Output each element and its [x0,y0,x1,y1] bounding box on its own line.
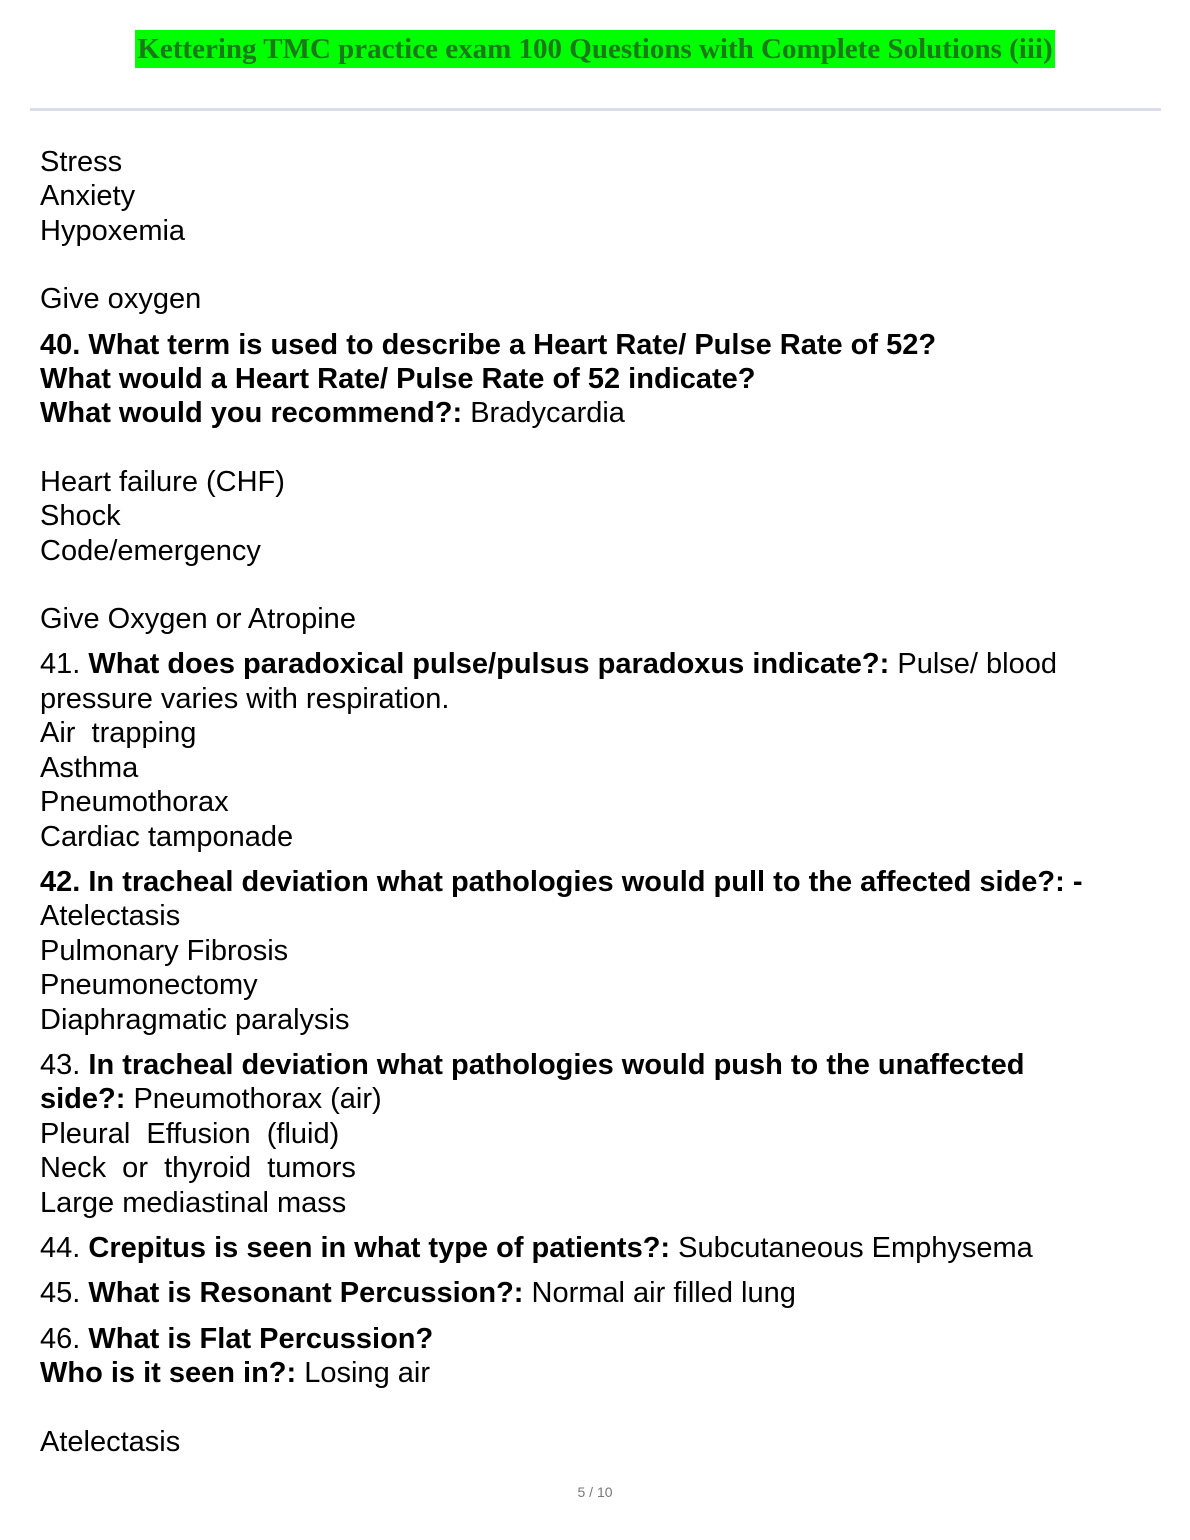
question-number: 41. [40,648,81,681]
list-item: Neck or thyroid tumors [40,1152,356,1185]
recommendation-text: Give oxygen [40,283,202,316]
question-number: 44. [40,1231,81,1264]
answer-text: Bradycardia [470,397,625,430]
answer-text: Subcutaneous Emphysema [678,1231,1033,1264]
list-item: Pleural Effusion (fluid) [40,1117,340,1150]
question-text: side?: [40,1083,126,1116]
header-divider [30,108,1161,111]
list-item: Shock [40,500,121,533]
list-item: Large mediastinal mass [40,1186,347,1219]
question-text: Who is it seen in?: [40,1357,297,1390]
question-text: In tracheal deviation what pathologies would push to the unaffected [88,1048,1025,1081]
document-header [0,30,1190,68]
list-item: Atelectasis [40,900,181,933]
list-item: Pulmonary Fibrosis [40,934,289,967]
answer-text: Normal air filled lung [531,1277,796,1310]
question-number: 43. [40,1048,81,1081]
question-text: What is Resonant Percussion?: [88,1277,524,1310]
list-item: Asthma [40,751,139,784]
list-item: Anxiety [40,180,136,213]
list-item: Code/emergency [40,534,261,567]
document-title: Kettering TMC practice exam 100 Questions with Complete Solutions (iii) [135,30,1054,68]
question-43 [40,1048,1160,1220]
list-item: Air trapping [40,717,197,750]
question-40 [40,328,1160,637]
question-text: Crepitus is seen in what type of patients?: [88,1231,671,1264]
answer-text: Pneumothorax (air) [133,1083,382,1116]
page-indicator: 5 / 10 [577,1484,613,1500]
question-text: 40. What term is used to describe a Heart Rate/ Pulse Rate of 52? [40,328,937,361]
list-item: Stress [40,146,123,178]
list-item: Heart failure (CHF) [40,465,285,498]
list-item: Pneumonectomy [40,969,258,1002]
question-text: What is Flat Percussion? [88,1322,434,1355]
list-item: Diaphragmatic paralysis [40,1003,350,1036]
question-41 [40,647,1160,853]
recommendation-text: Give Oxygen or Atropine [40,603,356,636]
list-item: Pneumothorax [40,786,229,819]
question-45 [40,1276,1160,1310]
list-item: Hypoxemia [40,214,186,247]
question-42 [40,865,1160,1037]
question-text: What does paradoxical pulse/pulsus paradoxus indicate?: [88,648,890,681]
answer-text: Losing air [304,1357,430,1390]
question-46 [40,1322,1160,1459]
list-item: Cardiac tamponade [40,820,294,853]
question-text: What would a Heart Rate/ Pulse Rate of 52 indicate? [40,363,756,396]
question-number: 46. [40,1322,81,1355]
list-item: Atelectasis [40,1425,181,1458]
answer-text: Pulse/ blood [897,648,1057,681]
document-body [40,145,1160,1459]
q39-continuation [40,145,1160,317]
question-number: 45. [40,1277,81,1310]
question-44 [40,1231,1160,1265]
answer-text: pressure varies with respiration. [40,682,450,715]
question-text: 42. In tracheal deviation what pathologies would pull to the affected side?: - [40,865,1083,898]
question-text: What would you recommend?: [40,397,463,430]
